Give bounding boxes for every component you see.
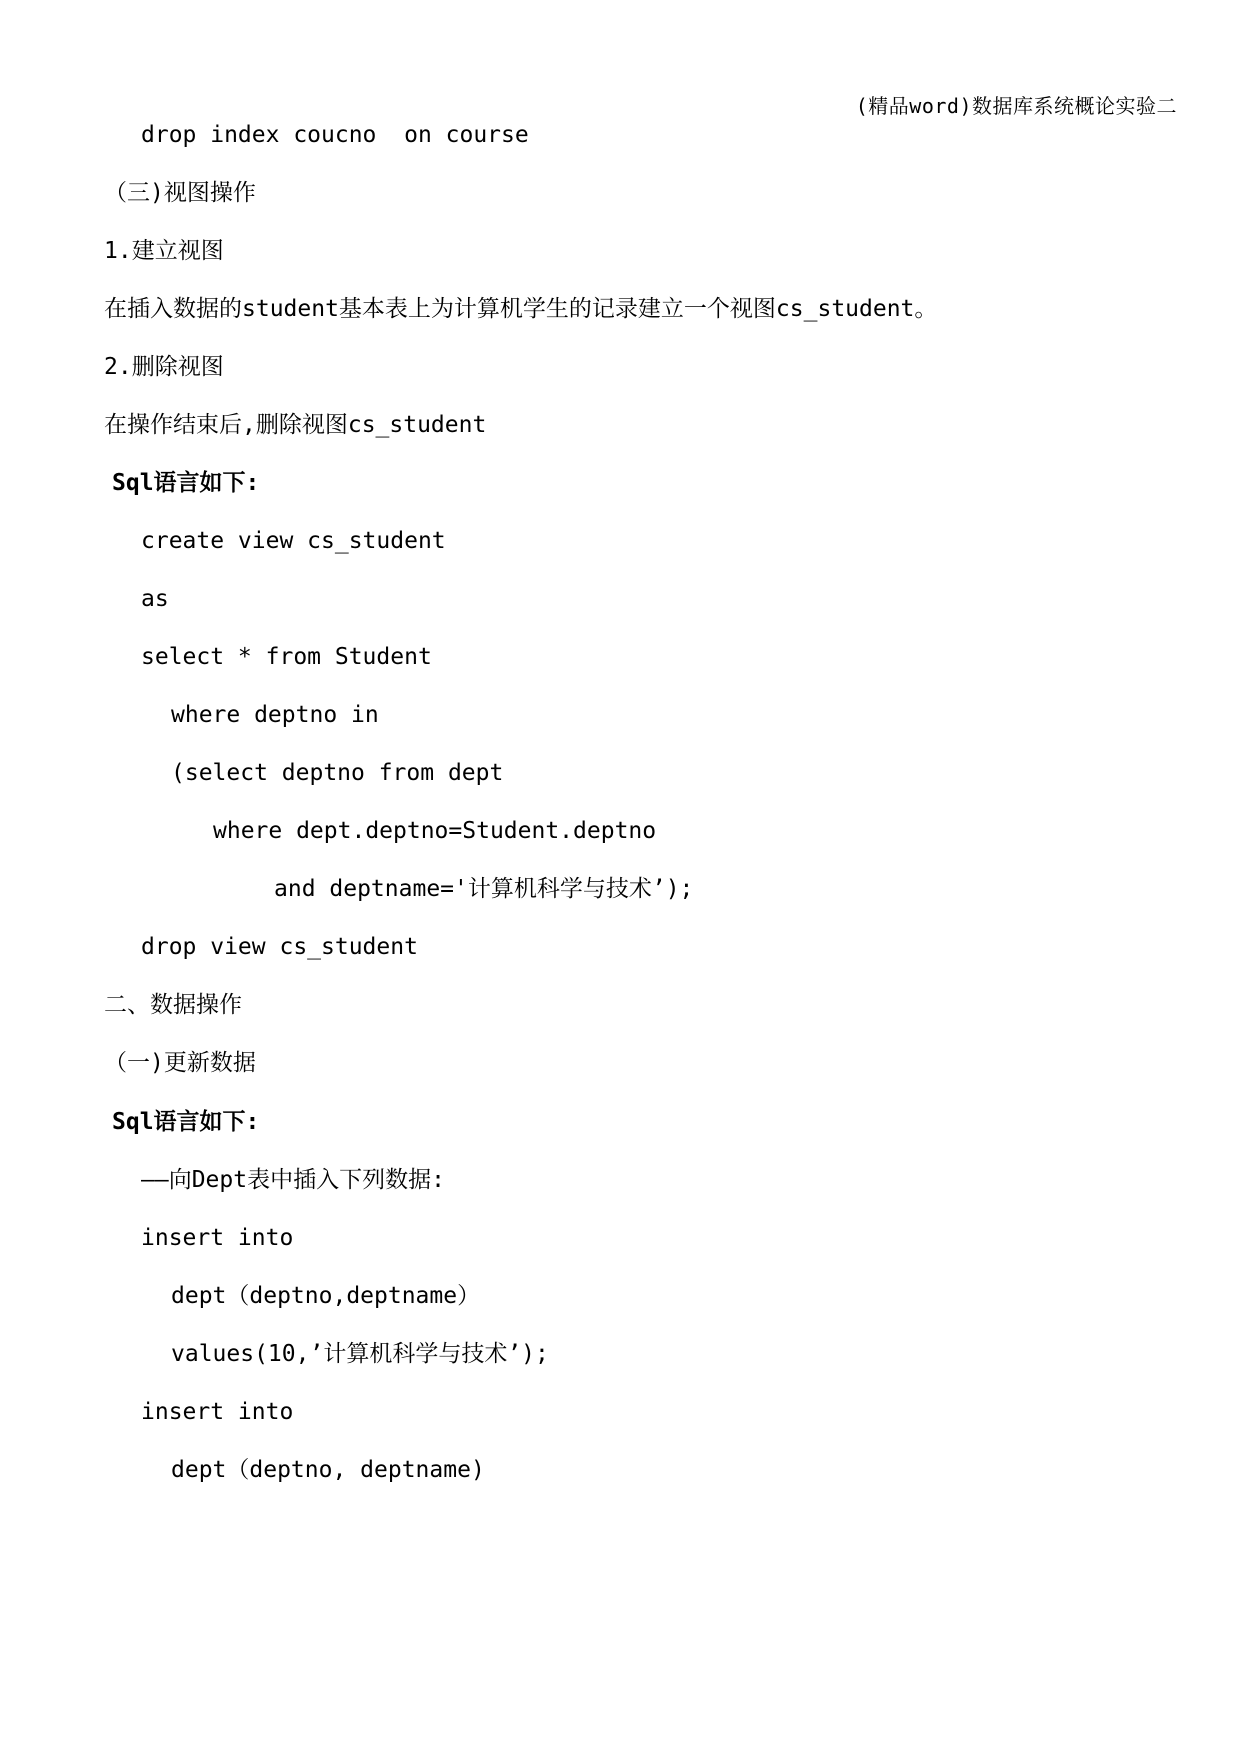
code-line-dept-columns: dept（deptno,deptname） [171, 1283, 481, 1309]
sql-label-2: Sql语言如下: [112, 1109, 260, 1135]
code-line-select: select * from Student [141, 644, 432, 670]
subheading-create-view: 1.建立视图 [104, 238, 224, 264]
page-header: (精品word)数据库系统概论实验二 [855, 94, 1177, 118]
code-comment-insert-dept: ——向Dept表中插入下列数据: [141, 1167, 445, 1193]
section-heading-data-operations: 二、数据操作 [104, 992, 242, 1018]
paragraph-create-view-desc: 在插入数据的student基本表上为计算机学生的记录建立一个视图cs_student。 [104, 296, 938, 322]
section-heading-view-operations: （三)视图操作 [104, 180, 256, 206]
code-line-subselect: (select deptno from dept [171, 760, 504, 786]
code-line-and-deptname: and deptname='计算机科学与技术’); [274, 876, 694, 902]
code-line-drop-view: drop view cs_student [141, 934, 418, 960]
code-line-dept-columns-2: dept（deptno, deptname) [171, 1457, 485, 1483]
code-line-insert-into: insert into [141, 1225, 294, 1251]
sql-label: Sql语言如下: [112, 470, 260, 496]
subheading-drop-view: 2.删除视图 [104, 354, 224, 380]
code-line-create-view: create view cs_student [141, 528, 446, 554]
code-line-as: as [141, 586, 169, 612]
code-line-where-in: where deptno in [171, 702, 379, 728]
code-line-drop-index: drop index coucno on course [141, 122, 529, 148]
paragraph-drop-view-desc: 在操作结束后,删除视图cs_student [104, 412, 487, 438]
code-line-where-join: where dept.deptno=Student.deptno [213, 818, 657, 844]
code-line-insert-into-2: insert into [141, 1399, 294, 1425]
subheading-update-data: （一)更新数据 [104, 1050, 256, 1076]
code-line-values: values(10,’计算机科学与技术’); [171, 1341, 549, 1367]
